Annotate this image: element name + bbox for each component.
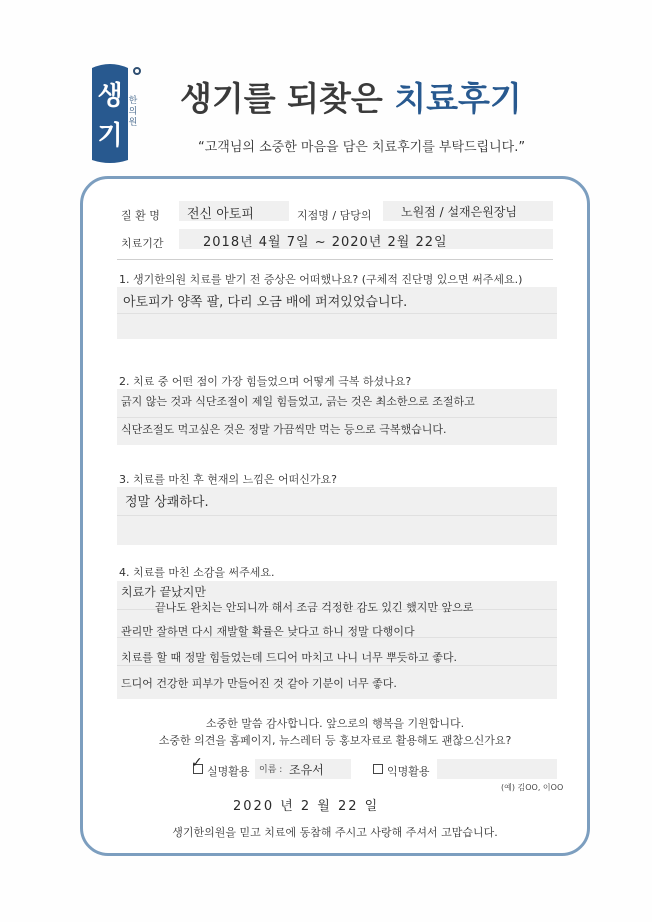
consent-question: 소중한 의견을 홈페이지, 뉴스레터 등 홍보자료로 활용해도 괜찮으신가요? [158, 734, 512, 747]
ruled-line [117, 515, 557, 516]
answer-2-line-2: 식단조절도 먹고싶은 것은 정말 가끔씩만 먹는 등으로 극복했습니다. [121, 423, 447, 436]
divider [117, 259, 553, 260]
answer-2-line-1: 긁지 않는 것과 식단조절이 제일 힘들었고, 긁는 것은 최소한으로 조절하고 [121, 395, 475, 408]
anonymous-example: (예) 김OO, 이OO [501, 783, 564, 792]
answer-4-line-3: 관리만 잘하면 다시 재발할 확률은 낮다고 하니 정말 다행이다 [121, 625, 415, 638]
page-title [180, 73, 522, 120]
question-2: 2. 치료 중 어떤 점이 가장 힘들었으며 어떻게 극복 하셨나요? [119, 375, 412, 388]
period-label: 치료기간 [121, 237, 164, 250]
anonymous-checkbox[interactable] [373, 764, 383, 774]
branch-label: 지점명 / 담당의 [297, 209, 372, 222]
answer-4-line-1: 치료가 끝났지만 [121, 585, 206, 599]
disease-field[interactable] [179, 201, 289, 221]
ruled-line [117, 417, 557, 418]
answer-1-field[interactable] [117, 287, 557, 339]
question-3: 3. 치료를 마친 후 현재의 느낌은 어떠신가요? [119, 473, 337, 486]
answer-3-field[interactable] [117, 487, 557, 545]
disease-label: 질 환 명 [121, 209, 160, 222]
thanks-message: 소중한 말씀 감사합니다. 앞으로의 행복을 기원합니다. [205, 717, 465, 730]
branch-field[interactable] [383, 201, 553, 221]
answer-1-line-1: 아토피가 양쪽 팔, 다리 오금 배에 퍼져있었습니다. [123, 295, 408, 310]
answer-4-line-5: 드디어 건강한 피부가 만들어진 것 같아 기분이 너무 좋다. [121, 677, 397, 690]
disease-value: 전신 아토피 [187, 207, 254, 222]
logo-dot-icon [133, 67, 141, 75]
real-name-label: 실명활용 [207, 765, 250, 778]
period-field[interactable] [179, 229, 553, 249]
ruled-line [117, 313, 557, 314]
anonymous-name-field[interactable] [437, 759, 557, 779]
footer-message: 생기한의원을 믿고 치료에 동참해 주시고 사랑해 주셔서 고맙습니다. [172, 826, 498, 839]
logo-subtext: 한의원 [128, 96, 138, 128]
logo-char-2: 기 [97, 121, 123, 151]
anonymous-label: 익명활용 [387, 765, 430, 778]
branch-value: 노원점 / 설재은원장님 [401, 205, 518, 219]
logo-char-1: 생 [97, 81, 123, 111]
page-subtitle: “고객님의 소중한 마음을 담은 치료후기를 부탁드립니다.” [198, 140, 526, 155]
name-value: 조유서 [289, 763, 324, 777]
ruled-line [117, 665, 557, 666]
name-label: 이름 : [259, 765, 283, 775]
date-written: 2020 년 2 월 22 일 [233, 799, 380, 814]
answer-4-field[interactable] [117, 581, 557, 699]
title-accent: 치료후기 [394, 79, 522, 118]
question-1: 1. 생기한의원 치료를 받기 전 증상은 어떠했나요? (구체적 진단명 있으면 써주세요.) [119, 273, 523, 286]
answer-2-field[interactable] [117, 389, 557, 445]
period-value: 2018년 4월 7일 ~ 2020년 2월 22일 [203, 235, 448, 250]
answer-4-line-2: 끝나도 완치는 안되니까 해서 조금 걱정한 감도 있긴 했지만 앞으로 [155, 601, 474, 614]
answer-3-line-1: 정말 상쾌하다. [125, 495, 209, 510]
answer-4-line-4: 치료를 할 때 정말 힘들었는데 드디어 마치고 나니 너무 뿌듯하고 좋다. [121, 651, 457, 664]
question-4: 4. 치료를 마친 소감을 써주세요. [119, 566, 275, 579]
title-main: 생기를 되찾은 [180, 79, 395, 118]
name-field[interactable] [255, 759, 351, 779]
check-mark-icon: ✓ [191, 755, 203, 771]
review-form-card [80, 176, 590, 856]
